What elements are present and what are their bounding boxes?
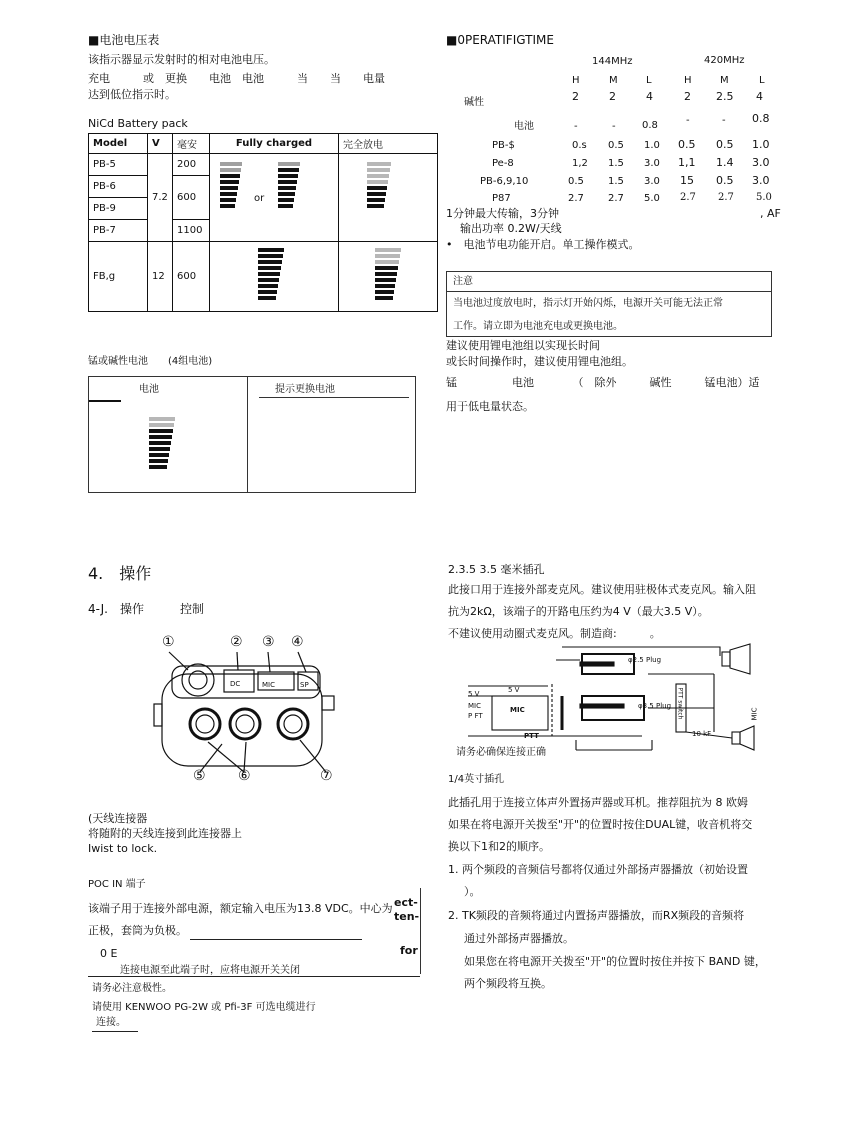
radio-top-panel-diagram [150,636,350,786]
pack-title: NiCd Battery pack [88,117,188,130]
freq-144: 144MHz [592,56,633,67]
row-value: 4 [646,90,653,103]
battery-bars-icon [375,246,401,300]
row-value: 3.0 [752,156,770,169]
row-value: 1,1 [678,156,696,169]
list-item: 如果您在将电源开关拨至"开"的位置时按住并按下 BAND 键， [464,955,766,968]
row-value: 3.0 [752,174,770,187]
row-value: 1.5 [608,158,624,169]
charged-graphic-cell [210,154,339,242]
row-value: 1.0 [644,140,660,151]
charged-graphic-cell [210,242,339,312]
or-label: or [254,193,265,204]
ot-note-3: • 电池节电功能开启。单工操作模式。 [446,238,640,251]
row-value: 2.7 [680,192,696,203]
battery-bars-icon [220,160,242,208]
divider [89,400,121,402]
col-m: M [720,75,729,86]
warning-line-1: 连接电源至此端子时，应将电源开关关闭 [120,965,300,976]
row-value: 3.0 [644,176,660,187]
ptt-label: PTT [524,732,539,740]
row-value: 1.4 [716,156,734,169]
quarter-jack-line-3: 换以下1和2的顺序。 [448,840,550,853]
row-value: 5.0 [756,192,772,203]
row-value: 0.8 [642,120,658,131]
list-item: 1. 两个频段的音频信号都将仅通过外部扬声器播放（初始设置 [448,863,748,876]
divider [88,976,420,977]
volt-cell: 12 [148,242,173,312]
col-l: L [759,75,765,86]
mic-box-label: MIC [510,706,525,714]
callout-7: ⑦ [320,768,333,784]
poc-line-1: 该端子用于连接外部电源，额定输入电压为13.8 VDC。中心为 [88,902,393,915]
mah-cell: 600 [173,176,210,220]
model-cell: PB-9 [89,198,148,220]
col-mah: 毫安 [173,134,210,154]
plug-3-5-label: φ3.5 Plug [638,702,672,710]
ptt-switch-label: PTT switch [676,687,684,720]
antenna-title: (天线连接器 [88,812,148,825]
panel-mic-label: MIC [262,681,275,689]
antenna-line-2: Iwist to lock. [88,842,158,855]
row-value: 0.5 [608,140,624,151]
battery-bars-icon [278,160,300,208]
divider [247,377,248,492]
panel-dc-label: DC [230,680,241,688]
v5-label-2: 5 V [508,686,520,694]
warning-line-3: 请使用 KENWOO PG-2W 或 Pfi-3F 可选电缆进行 [92,1002,316,1013]
row-value: 4 [756,90,763,103]
mic-side-label: MIC [750,707,759,721]
row-label: PB-$ [492,140,515,151]
row-value: 0.s [572,140,587,151]
volt-cell: 7.2 [148,154,173,242]
notice-line-2: 工作。请立即为电池充电或更换电池。 [453,321,623,332]
row-value: 0.5 [568,176,584,187]
row-value: 1.0 [752,138,770,151]
v5-label: 5 V [468,690,480,698]
battery-bars-icon [367,160,391,208]
divider [259,397,409,398]
mah-cell: 600 [173,242,210,312]
callout-4: ④ [291,634,304,650]
notice-box [446,271,772,337]
col-h: H [572,75,580,86]
alk-col-battery: 电池 [139,384,159,395]
row-value: 0.8 [752,112,770,125]
col-m: M [609,75,618,86]
notice-title: 注意 [453,276,473,287]
divider [92,1031,138,1032]
poc-line-2: 正极，套筒为负极。 [88,924,187,937]
warning-line-2: 请务必注意极性。 [92,983,172,994]
list-item: 两个频段将互换。 [464,977,552,990]
discharged-graphic-cell [339,154,438,242]
row-value: 2.7 [718,192,734,203]
mic-jack-p1: 此接口用于连接外部麦克风。建议使用驻极体式麦克风。输入阻 [448,583,756,596]
row-value: 2.7 [568,193,584,204]
battery-table [88,133,438,312]
mic-jack-title: 2.3.5 3.5 毫米插孔 [448,563,545,576]
col-l: L [646,75,652,86]
oe-label: 0 E [100,947,118,960]
subsection-title: 4-J. 操作 控制 [88,602,204,616]
battery-desc-1: 该指示器显示发射时的相对电池电压。 [88,53,275,66]
notice-line-1: 当电池过度放电时，指示灯开始闪烁，电源开关可能无法正常 [453,298,723,309]
col-charged: Fully charged [210,134,339,154]
diagram-caption: 请务必确保连接正确 [456,747,546,758]
list-item: 2. TK频段的音频将通过内置扬声器播放，而RX频段的音频将 [448,909,745,922]
battery-title: ■电池电压表 [88,33,160,47]
discharged-graphic-cell [339,242,438,312]
divider [447,291,771,292]
callout-3: ③ [262,634,275,650]
battery-bars-icon [149,415,175,469]
mic-jack-p2: 抗为2kΩ，该端子的开路电压约为4 V（最大3.5 V）。 [448,605,709,618]
ot-note-1b: , AF [760,207,781,220]
row-label: Pe-8 [492,158,514,169]
rec-line-2: 或长时间操作时，建议使用锂电池组。 [446,355,633,368]
ot-note-2: 输出功率 0.2W/天线 [460,222,562,235]
divider [420,888,421,974]
battery-desc-3: 达到低位指示时。 [88,88,176,101]
row-value: - [612,121,616,132]
list-item: 通过外部扬声器播放。 [464,932,574,945]
alkaline-table [88,376,416,493]
rec-line-3: 锰 电池 （ 除外 碱性 锰电池）适 [446,376,760,389]
mah-cell: 200 [173,154,210,176]
row-value: 2.5 [716,90,734,103]
row-value: 5.0 [644,193,660,204]
callout-6: ⑥ [238,768,251,784]
side-note-1: ect- [394,896,418,909]
callout-1: ① [162,634,175,650]
quarter-jack-line-1: 此插孔用于连接立体声外置扬声器或耳机。推荐阻抗为 8 欧姆 [448,796,748,809]
side-note-3: for [400,944,418,957]
col-model: Model [89,134,148,154]
battery-desc-2: 充电 或 更换 电池 电池 当 当 电量 [88,72,385,85]
alkaline-title: 锰或碱性电池 (4组电池) [88,356,213,367]
row-value: 0.5 [716,174,734,187]
row-value: - [722,115,726,126]
row-value: - [574,121,578,132]
callout-2: ② [230,634,243,650]
quarter-jack-line-2: 如果在将电源开关拨至"开"的位置时按住DUAL键，收音机将交 [448,818,753,831]
col-h: H [684,75,692,86]
operating-time-title: ■0PERATIFIGTIME [446,33,554,47]
plug-2-5-label: φ2.5 Plug [628,656,662,664]
model-cell: FB,g [89,242,148,312]
resistor-label: 10 kF [692,730,712,738]
list-item: ）。 [464,885,481,898]
row-value: 1.5 [608,176,624,187]
divider [190,939,362,940]
row-value: 2.7 [608,193,624,204]
mic-pin-label: MIC [468,702,481,710]
row-value: 2 [609,90,616,103]
model-cell: PB-6 [89,176,148,198]
rec-line-1: 建议使用锂电池组以实现长时间 [446,339,600,352]
row-value: 0.5 [716,138,734,151]
row-value: 3.0 [644,158,660,169]
side-note-2: ten- [394,910,420,923]
warning-line-4: 连接。 [96,1017,126,1028]
model-cell: PB-5 [89,154,148,176]
panel-sp-label: SP [300,681,309,689]
mah-cell: 1100 [173,220,210,242]
row-label: 电池 [514,121,534,132]
ot-note-1: 1分钟最大传输，3分钟 [446,207,559,220]
rec-line-4: 用于低电量状态。 [446,400,534,413]
mic-jack-p3: 不建议使用动圈式麦克风。制造商: 。 [448,627,661,640]
poc-title: POC IN 端子 [88,879,146,890]
battery-bars-icon [258,246,284,300]
row-value: 15 [680,174,694,187]
row-value: 0.5 [678,138,696,151]
row-label: PB-6,9,10 [480,176,529,187]
callout-5: ⑤ [193,768,206,784]
freq-420: 420MHz [704,55,745,66]
antenna-line-1: 将随附的天线连接到此连接器上 [88,827,242,840]
row-value: 2 [572,90,579,103]
row-label: P87 [492,193,511,204]
col-v: V [148,134,173,154]
quarter-jack-title: 1/4英寸插孔 [448,774,505,785]
row-value: - [686,115,690,126]
row-value: 2 [684,90,691,103]
pft-pin-label: P FT [468,712,483,720]
row-label: 碱性 [464,97,484,108]
alk-col-replace: 提示更换电池 [275,384,335,395]
section-title: 4. 操作 [88,564,152,583]
row-value: 1,2 [572,158,588,169]
mic-wiring-diagram [452,640,772,752]
model-cell: PB-7 [89,220,148,242]
col-discharged: 完全放电 [339,134,438,154]
